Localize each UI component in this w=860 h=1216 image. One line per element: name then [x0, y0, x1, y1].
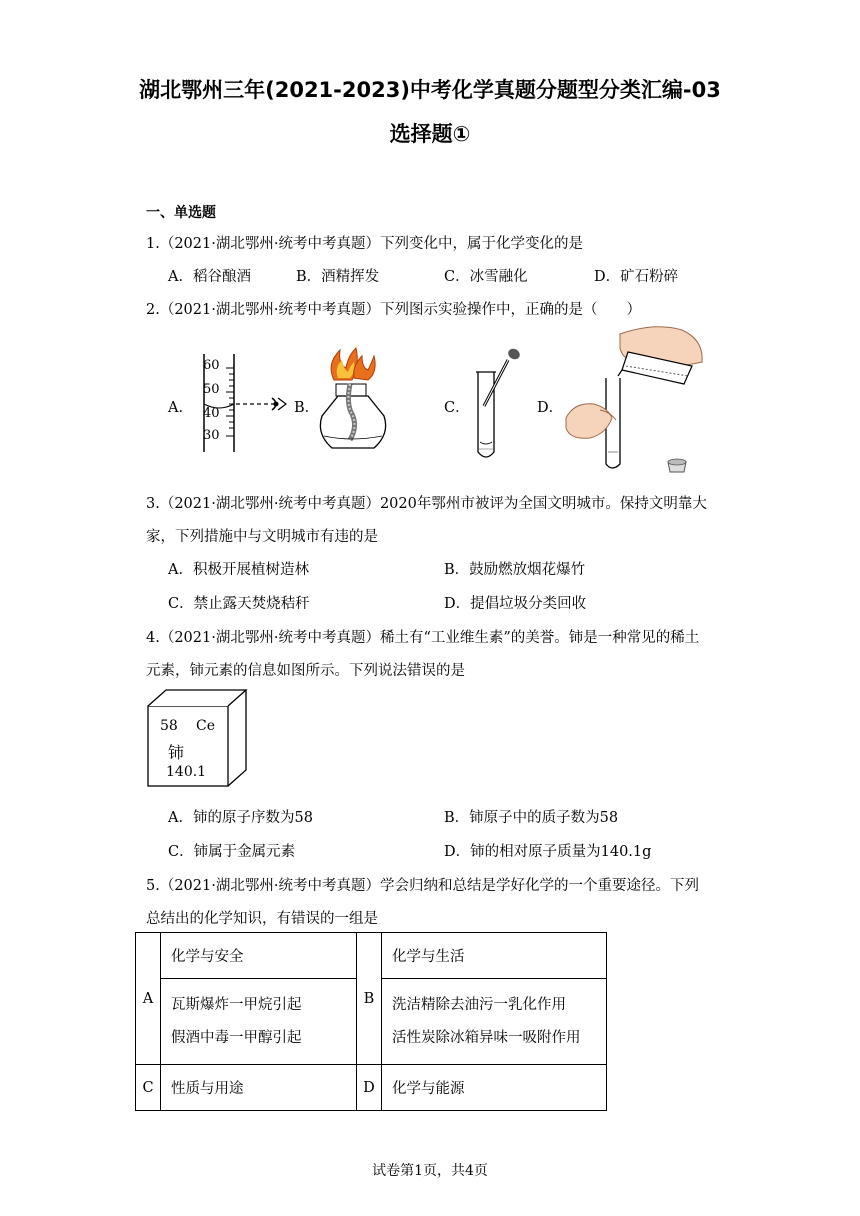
row-b-label: B: [357, 933, 382, 1065]
element-symbol: Ce: [196, 718, 215, 734]
q4-option-b: B．铈原子中的质子数为58: [444, 810, 619, 826]
row-a-line-1: 瓦斯爆炸一甲烷引起: [171, 996, 302, 1013]
q4-stem-line1: 4.（2021·湖北鄂州·统考中考真题）稀土有“工业维生素”的美誉。铈是一种常见的稀土: [146, 630, 700, 646]
title-line-1: 湖北鄂州三年(2021-2023)中考化学真题分题型分类汇编-03: [139, 78, 721, 102]
q2-option-d: D．: [537, 400, 564, 416]
q4-option-a: A．铈的原子序数为58: [168, 810, 313, 826]
row-b-line-1: 洗洁精除去油污一乳化作用: [392, 996, 566, 1013]
q4-stem-line2: 元素，铈元素的信息如图所示。下列说法错误的是: [146, 663, 465, 679]
q3-option-b: B．鼓励燃放烟花爆竹: [444, 562, 586, 578]
row-b-line-2: 活性炭除冰箱异味一吸附作用: [392, 1029, 581, 1046]
alcohol-lamp-figure: [312, 344, 396, 460]
row-c-heading: 性质与用途: [161, 1065, 357, 1111]
row-a-label: A: [136, 933, 161, 1065]
q2-option-b: B．: [294, 400, 320, 416]
cylinder-mark-40: 40: [203, 406, 220, 421]
row-b-content: [382, 979, 607, 1065]
element-number: 58: [160, 718, 178, 734]
row-a-content: [161, 979, 357, 1065]
row-a-line-2: 假酒中毒一甲醇引起: [171, 1029, 302, 1046]
title-line-2: 选择题①: [389, 122, 471, 146]
q3-stem-line2: 家，下列措施中与文明城市有违的是: [146, 529, 378, 545]
row-b-heading: 化学与生活: [382, 933, 607, 979]
q4-option-c: C．铈属于金属元素: [168, 844, 296, 860]
q5-stem-line1: 5.（2021·湖北鄂州·统考中考真题）学会归纳和总结是学好化学的一个重要途径。下列: [146, 878, 699, 894]
q5-stem-line2: 总结出的化学知识，有错误的一组是: [146, 911, 378, 927]
page-footer: 试卷第1页，共4页: [372, 1163, 488, 1179]
cylinder-mark-60: 60: [203, 358, 220, 373]
q2-option-a: A．: [168, 400, 193, 416]
row-a-heading: 化学与安全: [161, 933, 357, 979]
cylinder-mark-30: 30: [203, 428, 220, 443]
test-tube-dropper-figure: [470, 346, 530, 464]
q4-option-d: D．铈的相对原子质量为140.1g: [444, 844, 652, 860]
q3-option-d: D．提倡垃圾分类回收: [444, 596, 587, 612]
q1-option-b: B．酒精挥发: [296, 269, 380, 285]
q1-option-a: A．稻谷酿酒: [168, 269, 251, 285]
q1-option-c: C．冰雪融化: [444, 269, 528, 285]
row-d-heading: 化学与能源: [382, 1065, 607, 1111]
section-heading: 一、单选题: [146, 205, 216, 221]
element-name: 铈: [168, 743, 185, 762]
q3-stem-line1: 3.（2021·湖北鄂州·统考中考真题）2020年鄂州市被评为全国文明城市。保持文明靠大: [146, 496, 707, 512]
q3-option-a: A．积极开展植树造林: [168, 562, 309, 578]
row-c-label: C: [136, 1065, 161, 1111]
pouring-liquid-figure: [564, 322, 714, 474]
cylinder-mark-50: 50: [203, 382, 220, 397]
q2-option-c: C．: [444, 400, 470, 416]
q3-option-c: C．禁止露天焚烧秸秆: [168, 596, 310, 612]
q1-stem: 1.（2021·湖北鄂州·统考中考真题）下列变化中，属于化学变化的是: [146, 236, 583, 252]
q1-option-d: D．矿石粉碎: [594, 269, 679, 285]
element-mass: 140.1: [166, 764, 207, 780]
knowledge-table: [135, 932, 607, 1111]
row-d-label: D: [357, 1065, 382, 1111]
q2-stem: 2.（2021·湖北鄂州·统考中考真题）下列图示实验操作中，正确的是（ ）: [146, 302, 641, 318]
